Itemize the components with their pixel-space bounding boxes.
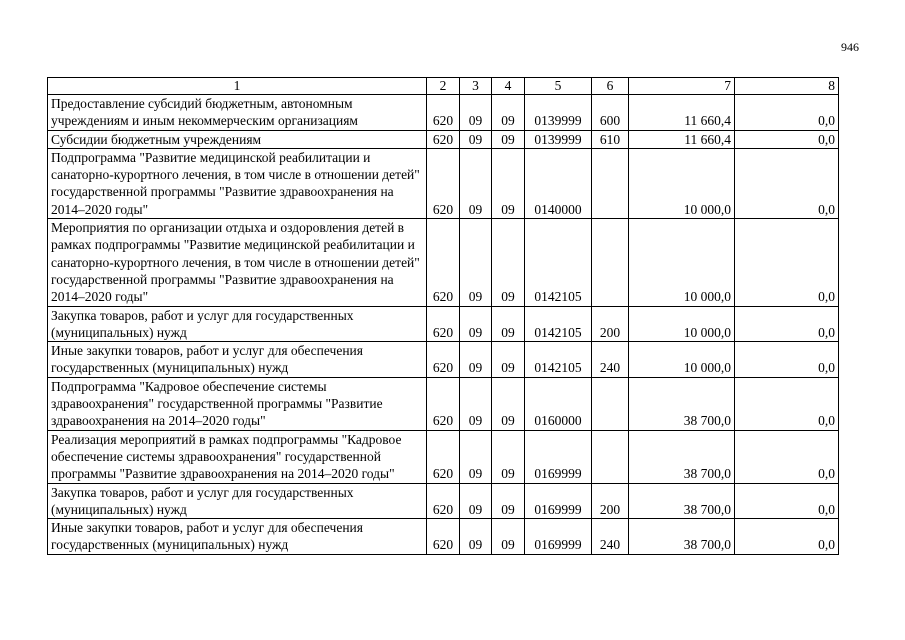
amount-2-cell: 0,0 xyxy=(735,148,839,218)
ministry-code-cell: 620 xyxy=(427,430,460,483)
subsection-code-cell: 09 xyxy=(492,483,525,519)
amount-cell: 10 000,0 xyxy=(629,342,735,378)
expense-type-cell xyxy=(592,148,629,218)
amount-2-cell: 0,0 xyxy=(735,306,839,342)
item-name-cell: Закупка товаров, работ и услуг для государственных (муниципальных) нужд xyxy=(48,483,427,519)
table-row xyxy=(48,377,839,430)
amount-2-cell: 0,0 xyxy=(735,519,839,555)
table-row xyxy=(48,148,839,218)
amount-cell: 38 700,0 xyxy=(629,377,735,430)
target-article-cell: 0160000 xyxy=(525,377,592,430)
section-code-cell: 09 xyxy=(460,306,492,342)
section-code-cell: 09 xyxy=(460,483,492,519)
expense-type-cell xyxy=(592,430,629,483)
item-name-cell: Мероприятия по организации отдыха и оздоровления детей в рамках подпрограммы "Развитие медицинской реабилитации и санаторно-курортного лечения, в том числе в отношении детей" государственной программы "Развитие здравоохранения на 2014–2020 годы" xyxy=(48,219,427,306)
target-article-cell: 0140000 xyxy=(525,148,592,218)
target-article-cell: 0142105 xyxy=(525,219,592,306)
table-row xyxy=(48,306,839,342)
expense-type-cell: 240 xyxy=(592,342,629,378)
amount-cell: 10 000,0 xyxy=(629,148,735,218)
subsection-code-cell: 09 xyxy=(492,95,525,131)
expense-type-cell: 200 xyxy=(592,306,629,342)
amount-cell: 10 000,0 xyxy=(629,306,735,342)
header-cell-2: 2 xyxy=(427,78,460,95)
subsection-code-cell: 09 xyxy=(492,519,525,555)
table-row xyxy=(48,130,839,148)
ministry-code-cell: 620 xyxy=(427,342,460,378)
item-name-cell: Подпрограмма "Развитие медицинской реабилитации и санаторно-курортного лечения, в том числе в отношении детей" государственной программы "Развитие здравоохранения на 2014–2020 годы" xyxy=(48,148,427,218)
target-article-cell: 0142105 xyxy=(525,342,592,378)
amount-2-cell: 0,0 xyxy=(735,95,839,131)
ministry-code-cell: 620 xyxy=(427,219,460,306)
ministry-code-cell: 620 xyxy=(427,130,460,148)
subsection-code-cell: 09 xyxy=(492,219,525,306)
header-cell-3: 3 xyxy=(460,78,492,95)
ministry-code-cell: 620 xyxy=(427,377,460,430)
subsection-code-cell: 09 xyxy=(492,342,525,378)
expense-type-cell: 600 xyxy=(592,95,629,131)
table-row xyxy=(48,342,839,378)
target-article-cell: 0139999 xyxy=(525,95,592,131)
expense-type-cell: 240 xyxy=(592,519,629,555)
amount-2-cell: 0,0 xyxy=(735,219,839,306)
subsection-code-cell: 09 xyxy=(492,430,525,483)
section-code-cell: 09 xyxy=(460,342,492,378)
section-code-cell: 09 xyxy=(460,430,492,483)
expense-type-cell xyxy=(592,377,629,430)
expense-type-cell xyxy=(592,219,629,306)
subsection-code-cell: 09 xyxy=(492,130,525,148)
expense-type-cell: 610 xyxy=(592,130,629,148)
item-name-cell: Реализация мероприятий в рамках подпрограммы "Кадровое обеспечение системы здравоохранения" государственной программы "Развитие здравоохранения на 2014–2020 годы" xyxy=(48,430,427,483)
amount-2-cell: 0,0 xyxy=(735,483,839,519)
amount-2-cell: 0,0 xyxy=(735,130,839,148)
header-cell-4: 4 xyxy=(492,78,525,95)
table-header-row xyxy=(48,78,839,95)
amount-2-cell: 0,0 xyxy=(735,430,839,483)
target-article-cell: 0169999 xyxy=(525,430,592,483)
target-article-cell: 0142105 xyxy=(525,306,592,342)
table-row xyxy=(48,430,839,483)
table-row xyxy=(48,519,839,555)
section-code-cell: 09 xyxy=(460,130,492,148)
table-row xyxy=(48,483,839,519)
header-cell-5: 5 xyxy=(525,78,592,95)
header-cell-6: 6 xyxy=(592,78,629,95)
ministry-code-cell: 620 xyxy=(427,95,460,131)
amount-cell: 11 660,4 xyxy=(629,95,735,131)
item-name-cell: Закупка товаров, работ и услуг для государственных (муниципальных) нужд xyxy=(48,306,427,342)
section-code-cell: 09 xyxy=(460,377,492,430)
amount-cell: 38 700,0 xyxy=(629,519,735,555)
item-name-cell: Иные закупки товаров, работ и услуг для обеспечения государственных (муниципальных) нужд xyxy=(48,519,427,555)
header-cell-1: 1 xyxy=(48,78,427,95)
target-article-cell: 0169999 xyxy=(525,519,592,555)
target-article-cell: 0139999 xyxy=(525,130,592,148)
subsection-code-cell: 09 xyxy=(492,306,525,342)
ministry-code-cell: 620 xyxy=(427,483,460,519)
amount-cell: 11 660,4 xyxy=(629,130,735,148)
amount-cell: 38 700,0 xyxy=(629,483,735,519)
amount-cell: 10 000,0 xyxy=(629,219,735,306)
expense-type-cell: 200 xyxy=(592,483,629,519)
section-code-cell: 09 xyxy=(460,219,492,306)
item-name-cell: Иные закупки товаров, работ и услуг для обеспечения государственных (муниципальных) нужд xyxy=(48,342,427,378)
subsection-code-cell: 09 xyxy=(492,377,525,430)
subsection-code-cell: 09 xyxy=(492,148,525,218)
item-name-cell: Предоставление субсидий бюджетным, автономным учреждениям и иным некоммерческим организациям xyxy=(48,95,427,131)
target-article-cell: 0169999 xyxy=(525,483,592,519)
amount-cell: 38 700,0 xyxy=(629,430,735,483)
ministry-code-cell: 620 xyxy=(427,306,460,342)
budget-table xyxy=(47,77,839,555)
section-code-cell: 09 xyxy=(460,95,492,131)
item-name-cell: Подпрограмма "Кадровое обеспечение системы здравоохранения" государственной программы "Развитие здравоохранения на 2014–2020 годы" xyxy=(48,377,427,430)
section-code-cell: 09 xyxy=(460,148,492,218)
table-row xyxy=(48,95,839,131)
ministry-code-cell: 620 xyxy=(427,148,460,218)
item-name-cell: Субсидии бюджетным учреждениям xyxy=(48,130,427,148)
amount-2-cell: 0,0 xyxy=(735,342,839,378)
ministry-code-cell: 620 xyxy=(427,519,460,555)
header-cell-8: 8 xyxy=(735,78,839,95)
page-number: 946 xyxy=(841,40,859,54)
amount-2-cell: 0,0 xyxy=(735,377,839,430)
table-row xyxy=(48,219,839,306)
section-code-cell: 09 xyxy=(460,519,492,555)
header-cell-7: 7 xyxy=(629,78,735,95)
